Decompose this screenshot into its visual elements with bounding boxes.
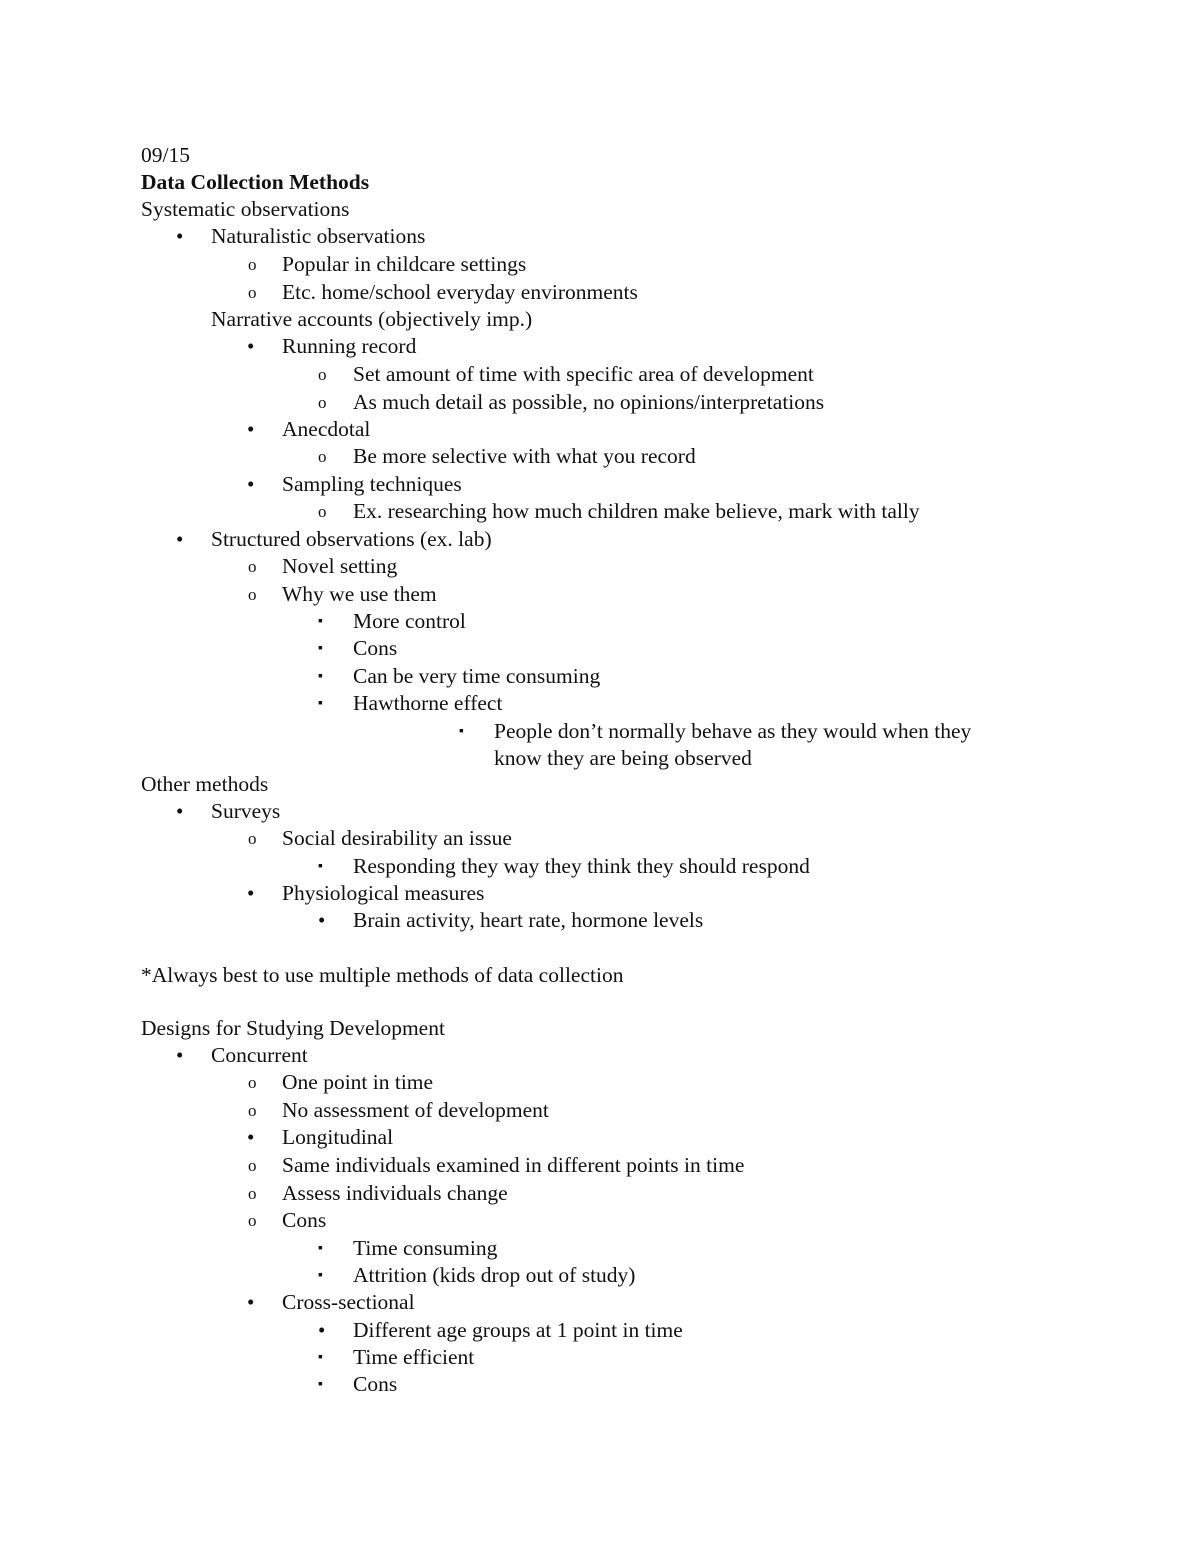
square-bullet-icon: ▪ [318,1350,323,1365]
list-item [0,389,1200,416]
list-item [0,718,1200,745]
circle-bullet-icon: o [248,1184,257,1203]
list-item [0,825,1200,852]
list-item [0,1015,1200,1042]
disc-bullet-icon: • [247,881,255,905]
list-item [0,1262,1200,1289]
list-item-text: Physiological measures [282,881,485,905]
disc-bullet-icon: • [247,417,255,441]
list-item [0,798,1200,825]
disc-bullet-icon: • [247,472,255,496]
note-date-text: 09/15 [141,143,190,167]
list-item [0,771,1200,798]
square-bullet-icon: ▪ [318,669,323,684]
list-item [0,279,1200,306]
list-item [0,907,1200,934]
circle-bullet-icon: o [248,1156,257,1175]
list-item-text: Same individuals examined in different points in time [282,1153,745,1177]
list-item [0,251,1200,278]
list-item-text: Assess individuals change [282,1181,508,1205]
list-item-text: Designs for Studying Development [141,1016,445,1040]
list-item-text: Why we use them [282,582,437,606]
list-item-text: Brain activity, heart rate, hormone levels [353,908,704,932]
list-item-text: Cons [282,1208,327,1232]
list-item [0,196,1200,223]
circle-bullet-icon: o [248,1073,257,1092]
list-item-text: Novel setting [282,554,398,578]
list-item [0,1152,1200,1179]
list-item [0,1207,1200,1234]
list-item [0,745,1200,772]
list-item-text: Time efficient [353,1345,475,1369]
list-item [0,223,1200,250]
list-item-text: Systematic observations [141,197,350,221]
list-item-text: Social desirability an issue [282,826,512,850]
list-item [0,635,1200,662]
disc-bullet-icon: • [176,1043,184,1067]
list-item-text: Popular in childcare settings [282,252,527,276]
circle-bullet-icon: o [248,829,257,848]
list-item-text: Time consuming [353,1236,498,1260]
list-item [0,1124,1200,1151]
list-item-text: Hawthorne effect [353,691,503,715]
list-item-text: One point in time [282,1070,434,1094]
list-item-text: Can be very time consuming [353,664,601,688]
list-item [0,1344,1200,1371]
list-item [0,1069,1200,1096]
circle-bullet-icon: o [318,393,327,412]
list-item-text: know they are being observed [494,746,752,770]
list-item [0,498,1200,525]
list-item-text: Set amount of time with specific area of development [353,362,814,386]
list-item-text: No assessment of development [282,1098,549,1122]
square-bullet-icon: ▪ [318,1268,323,1283]
disc-bullet-icon: • [318,908,326,932]
list-item [0,690,1200,717]
circle-bullet-icon: o [248,1101,257,1120]
circle-bullet-icon: o [318,447,327,466]
list-item-text: People don’t normally behave as they would when they [494,719,972,743]
square-bullet-icon: ▪ [318,1377,323,1392]
disc-bullet-icon: • [247,1125,255,1149]
list-item-text: Etc. home/school everyday environments [282,280,638,304]
list-item [0,663,1200,690]
list-item [0,1180,1200,1207]
circle-bullet-icon: o [248,1211,257,1230]
list-item [0,608,1200,635]
square-bullet-icon: ▪ [318,1241,323,1256]
square-bullet-icon: ▪ [318,641,323,656]
disc-bullet-icon: • [176,224,184,248]
list-item-text: Concurrent [211,1043,308,1067]
list-item-text: Ex. researching how much children make believe, mark with tally [353,499,920,523]
list-item-text: Other methods [141,772,269,796]
circle-bullet-icon: o [248,585,257,604]
list-item-text: Cons [353,636,398,660]
square-bullet-icon: ▪ [459,724,464,739]
list-item-text: Cross-sectional [282,1290,415,1314]
list-item [0,1042,1200,1069]
circle-bullet-icon: o [248,283,257,302]
list-item-text: Attrition (kids drop out of study) [353,1263,636,1287]
list-item [0,416,1200,443]
list-item [0,526,1200,553]
list-item-text: Sampling techniques [282,472,462,496]
list-item [0,581,1200,608]
list-item-text: Be more selective with what you record [353,444,696,468]
list-item-text: Running record [282,334,417,358]
list-item [0,853,1200,880]
note-title-text: Data Collection Methods [141,170,370,194]
list-item-text: Narrative accounts (objectively imp.) [211,307,533,331]
list-item [0,553,1200,580]
list-item-text: Longitudinal [282,1125,394,1149]
disc-bullet-icon: • [247,334,255,358]
circle-bullet-icon: o [318,502,327,521]
list-item [0,1097,1200,1124]
list-item-text: *Always best to use multiple methods of data collection [141,963,624,987]
list-item [0,333,1200,360]
list-item [0,1317,1200,1344]
list-item [0,1289,1200,1316]
list-item-text: Responding they way they think they should respond [353,854,810,878]
list-item-text: As much detail as possible, no opinions/interpretations [353,390,825,414]
list-item-text: Naturalistic observations [211,224,426,248]
list-item-text: More control [353,609,466,633]
disc-bullet-icon: • [176,527,184,551]
square-bullet-icon: ▪ [318,859,323,874]
list-item [0,361,1200,388]
list-item [0,1371,1200,1398]
list-item-text: Anecdotal [282,417,371,441]
disc-bullet-icon: • [247,1290,255,1314]
disc-bullet-icon: • [176,799,184,823]
list-item [0,962,1200,989]
list-item [0,880,1200,907]
square-bullet-icon: ▪ [318,696,323,711]
square-bullet-icon: ▪ [318,614,323,629]
list-item-text: Structured observations (ex. lab) [211,527,492,551]
list-item [0,306,1200,333]
circle-bullet-icon: o [248,255,257,274]
list-item-text: Different age groups at 1 point in time [353,1318,683,1342]
list-item [0,443,1200,470]
circle-bullet-icon: o [318,365,327,384]
list-item-text: Cons [353,1372,398,1396]
circle-bullet-icon: o [248,557,257,576]
list-item [0,471,1200,498]
disc-bullet-icon: • [318,1318,326,1342]
list-item-text: Surveys [211,799,281,823]
list-item [0,1235,1200,1262]
